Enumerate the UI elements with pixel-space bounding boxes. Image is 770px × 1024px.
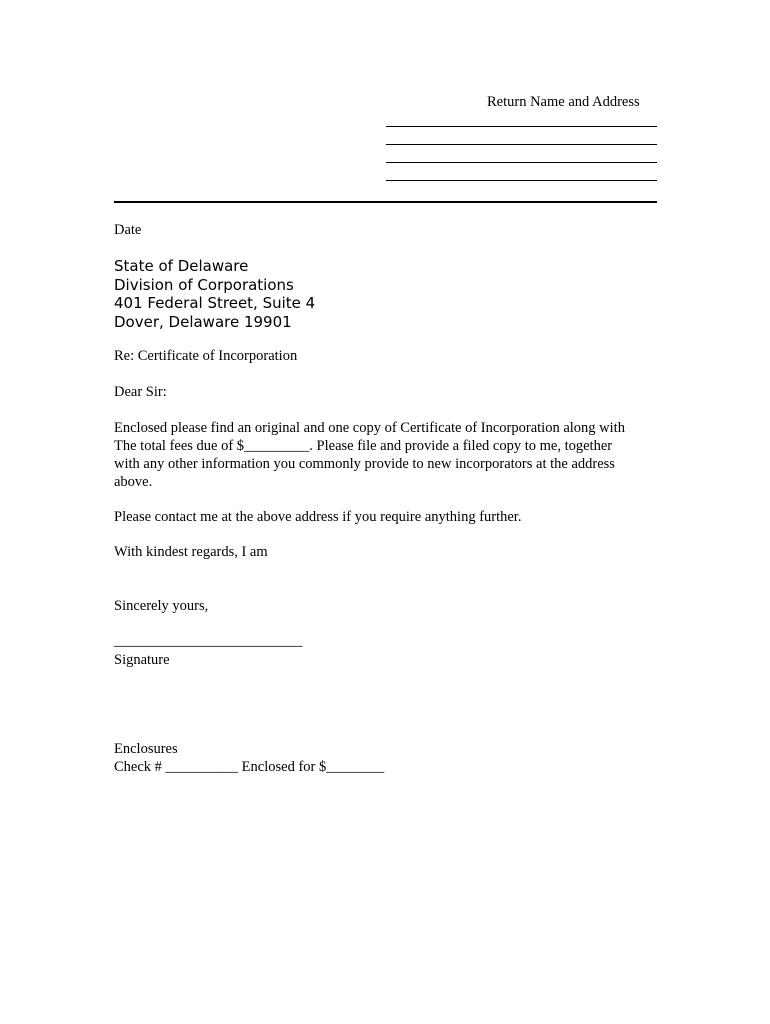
enclosures-title: Enclosures (114, 741, 178, 757)
return-address-line-1 (386, 126, 657, 127)
body-paragraph-1-line-3: with any other information you commonly provide to new incorporators at the address (114, 456, 615, 472)
subject-line: Re: Certificate of Incorporation (114, 348, 298, 364)
return-address-line-3 (386, 162, 657, 163)
body-paragraph-3: With kindest regards, I am (114, 544, 268, 560)
return-address-line-2 (386, 144, 657, 145)
enclosures-check-line: Check # __________ Enclosed for $________ (114, 759, 385, 775)
closing: Sincerely yours, (114, 598, 209, 614)
recipient-address (114, 257, 315, 331)
recipient-line-1: State of Delaware (114, 257, 249, 275)
body-paragraph-1-line-1: Enclosed please find an original and one copy of Certificate of Incorporation along with (114, 420, 625, 436)
body-paragraph-2: Please contact me at the above address if you require anything further. (114, 509, 522, 525)
body-paragraph-1-line-2: The total fees due of $_________. Please file and provide a filed copy to me, together (114, 438, 613, 454)
signature-line: __________________________ (114, 633, 303, 649)
return-address-line-4 (386, 180, 657, 181)
header-divider (114, 201, 657, 203)
recipient-line-3: 401 Federal Street, Suite 4 (114, 294, 316, 312)
return-address-title: Return Name and Address (487, 94, 640, 110)
recipient-line-2: Division of Corporations (114, 275, 294, 294)
date-label: Date (114, 222, 142, 238)
body-paragraph-1 (114, 419, 659, 491)
body-paragraph-1-line-4: above. (114, 474, 153, 490)
signature-label: Signature (114, 652, 170, 668)
salutation: Dear Sir: (114, 384, 167, 400)
recipient-line-4: Dover, Delaware 19901 (114, 312, 292, 331)
